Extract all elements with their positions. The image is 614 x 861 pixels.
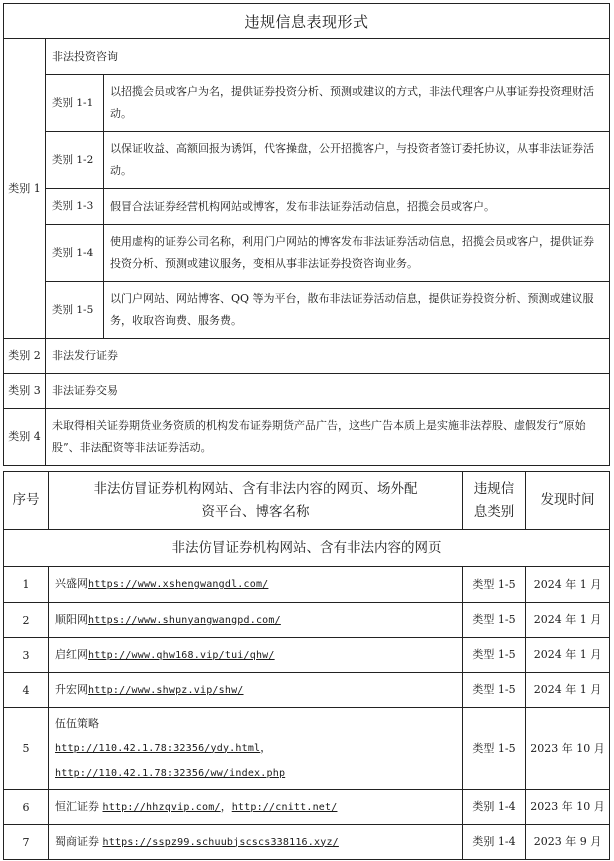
- row-time: 2024 年 1 月: [526, 603, 610, 638]
- site-url-link[interactable]: http://www.qhw168.vip/tui/qhw/: [88, 649, 275, 661]
- subcategory-code: 类别 1-5: [46, 282, 104, 339]
- table-row: [4, 638, 610, 673]
- row-category: 类别 1-4: [463, 825, 526, 860]
- subcategory-code: 类别 1-1: [46, 75, 104, 132]
- header-time: 发现时间: [526, 472, 610, 530]
- category-2-label: 类别 2: [4, 339, 46, 374]
- row-category: 类型 1-5: [463, 603, 526, 638]
- row-category: 类型 1-5: [463, 638, 526, 673]
- site-url-link[interactable]: http://110.42.1.78:32356/ydy.html: [55, 742, 261, 754]
- category-4-label: 类别 4: [4, 409, 46, 466]
- category-3-text: 非法证券交易: [46, 374, 610, 409]
- category-2-text: 非法发行证券: [46, 339, 610, 374]
- table-row: [4, 825, 610, 860]
- row-no: 1: [4, 567, 49, 603]
- row-time: 2024 年 1 月: [526, 638, 610, 673]
- header-no: 序号: [4, 472, 49, 530]
- row-no: 2: [4, 603, 49, 638]
- row-time: 2024 年 1 月: [526, 567, 610, 603]
- site-url-link[interactable]: http://hhzqvip.com/: [102, 801, 221, 813]
- section-title: 非法仿冒证券机构网站、含有非法内容的网页: [4, 530, 610, 567]
- category-3-label: 类别 3: [4, 374, 46, 409]
- table-row: 5 伍伍策略 http://110.42.1.78:32356/ydy.html， http://110.42.1.78:32356/ww/index.php 类型 1-5 2023 年 10 月: [4, 708, 610, 790]
- row-no: 6: [4, 790, 49, 825]
- subcategory-text: 假冒合法证券经营机构网站或博客，发布非法证券活动信息，招揽会员或客户。: [104, 189, 610, 225]
- subcategory-text: 以门户网站、网站博客、QQ 等为平台，散布非法证券活动信息，提供证券投资分析、预测或建议服务，收取咨询费、服务费。: [104, 282, 610, 339]
- site-url-link[interactable]: https://sspz99.schuubjscscs338116.xyz/: [102, 836, 339, 848]
- row-category: 类型 1-5: [463, 567, 526, 603]
- row-time: 2023 年 10 月: [526, 790, 610, 825]
- site-url-link[interactable]: https://www.xshengwangdl.com/: [88, 579, 269, 590]
- row-no: 5: [4, 708, 49, 790]
- subcategory-code: 类别 1-2: [46, 132, 104, 189]
- header-name: 非法仿冒证券机构网站、含有非法内容的网页、场外配资平台、博客名称: [49, 472, 463, 530]
- row-no: 4: [4, 673, 49, 708]
- subcategory-code: 类别 1-3: [46, 189, 104, 225]
- subcategory-text: 以保证收益、高额回报为诱饵，代客操盘，公开招揽客户，与投资者签订委托协议，从事非法证券活动。: [104, 132, 610, 189]
- row-category: 类型 1-5: [463, 673, 526, 708]
- site-name: 伍伍策略: [55, 716, 99, 730]
- subcategory-code: 类别 1-4: [46, 225, 104, 282]
- subcategory-text: 以招揽会员或客户为名，提供证券投资分析、预测或建议的方式，非法代理客户从事证券投资理财活动。: [104, 75, 610, 132]
- site-name: 顺阳网: [55, 612, 88, 626]
- violation-forms-table: [3, 3, 610, 466]
- table-row: [4, 567, 610, 603]
- site-name: 蜀商证券: [55, 834, 99, 848]
- row-time: 2023 年 10 月: [526, 708, 610, 790]
- site-url-link[interactable]: https://www.shunyangwangpd.com/: [88, 614, 281, 626]
- row-no: 7: [4, 825, 49, 860]
- site-url-link[interactable]: http://110.42.1.78:32356/ww/index.php: [55, 767, 286, 779]
- row-category: 类别 1-4: [463, 790, 526, 825]
- row-no: 3: [4, 638, 49, 673]
- row-time: 2024 年 1 月: [526, 673, 610, 708]
- header-category: 违规信息类别: [463, 472, 526, 530]
- site-url-link[interactable]: http://www.shwpz.vip/shw/: [88, 684, 244, 696]
- row-category: 类型 1-5: [463, 708, 526, 790]
- site-url-link[interactable]: http://cnitt.net/: [231, 801, 338, 813]
- illegal-sites-table: [3, 471, 610, 860]
- category-1-header: 非法投资咨询: [46, 39, 610, 75]
- category-4-text: 未取得相关证券期货业务资质的机构发布证券期货产品广告，这些广告本质上是实施非法荐股、虚假发行“原始股”、非法配资等非法证券活动。: [46, 409, 610, 466]
- site-name: 兴盛网: [55, 577, 88, 590]
- subcategory-text: 使用虚构的证券公司名称，利用门户网站的博客发布非法证券活动信息，招揽会员或客户，提供证券投资分析、预测或建议服务，变相从事非法证券投资咨询业务。: [104, 225, 610, 282]
- row-time: 2023 年 9 月: [526, 825, 610, 860]
- table-row: 6 恒汇证券 http://hhzqvip.com/，http://cnitt.net/ 类别 1-4 2023 年 10 月: [4, 790, 610, 825]
- site-name: 升宏网: [55, 682, 88, 696]
- table1-title: 违规信息表现形式: [4, 4, 610, 39]
- table-row: [4, 673, 610, 708]
- site-name: 恒汇证券: [55, 799, 99, 813]
- table-row: [4, 603, 610, 638]
- site-name: 启红网: [55, 647, 88, 661]
- category-1-label: 类别 1: [4, 39, 46, 339]
